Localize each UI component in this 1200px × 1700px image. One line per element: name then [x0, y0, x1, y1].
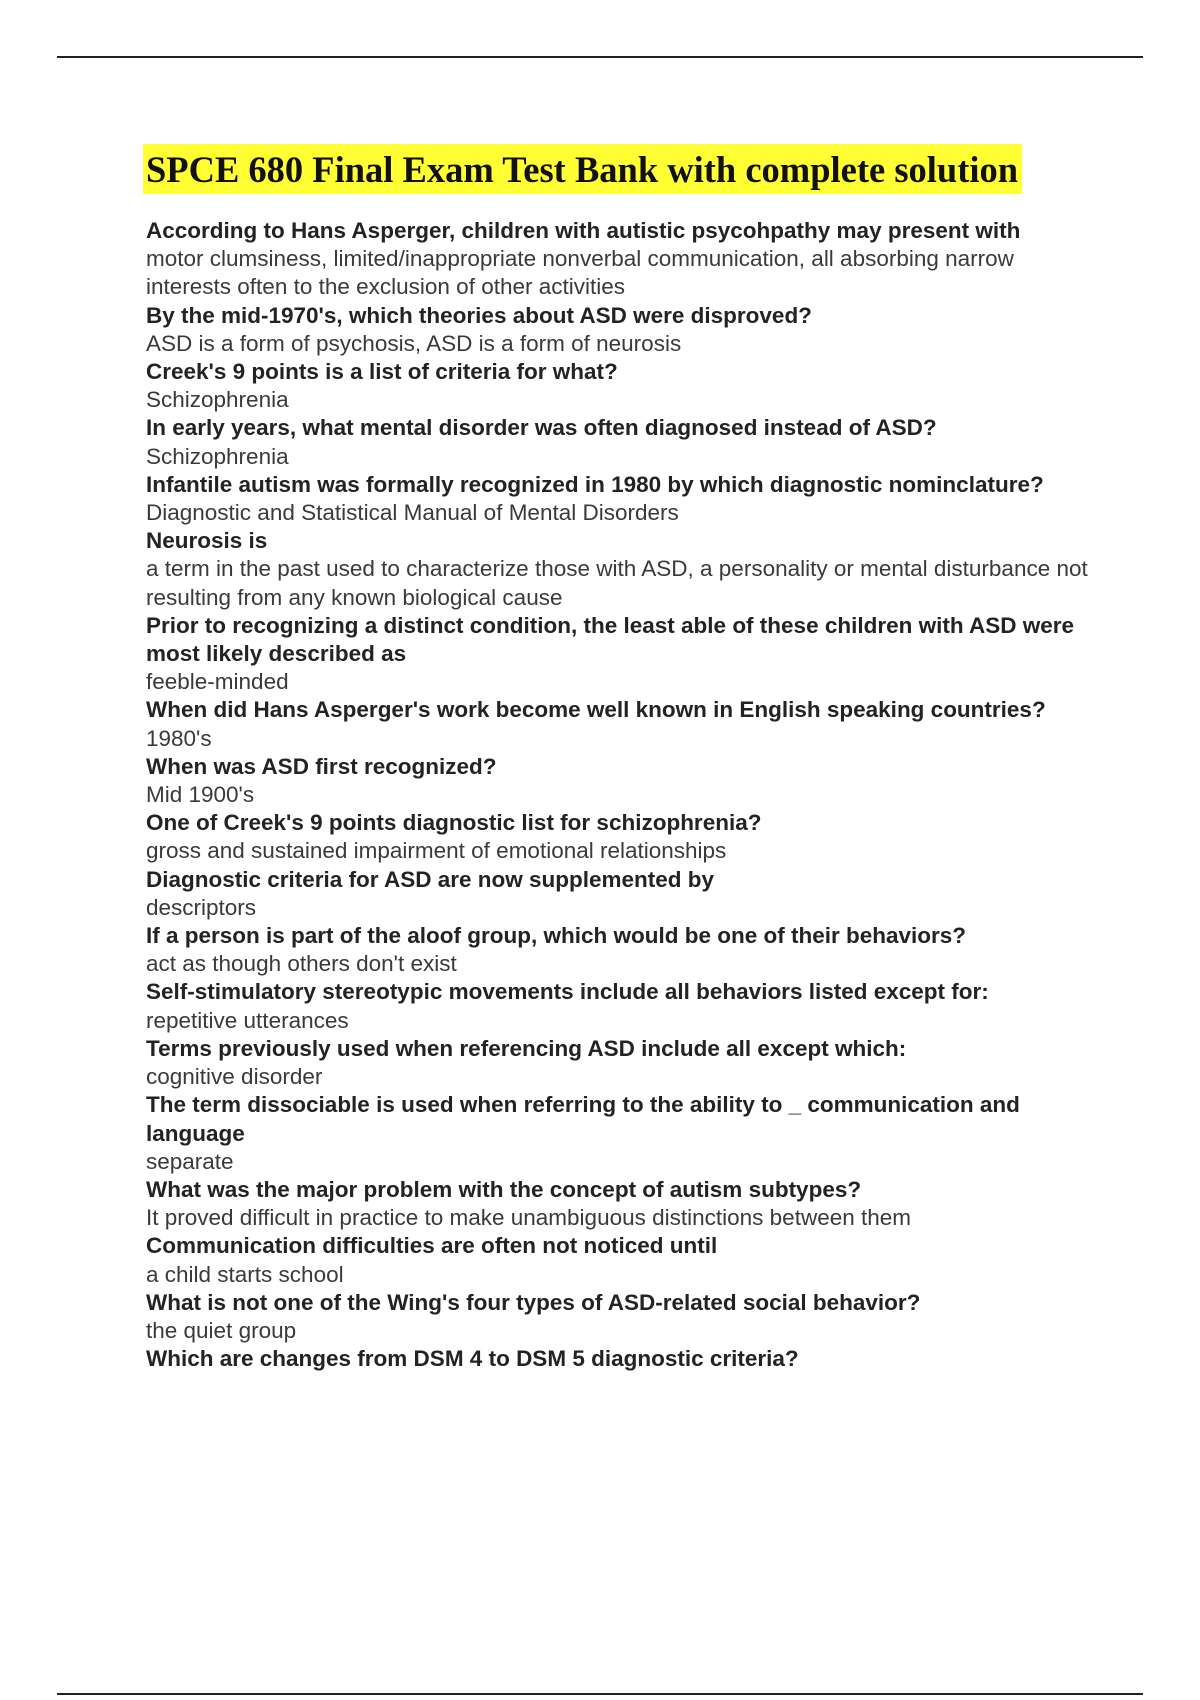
question-text: If a person is part of the aloof group, which would be one of their behaviors?	[146, 923, 967, 949]
answer-text: motor clumsiness, limited/inappropriate nonverbal communication, all absorbing narrow interests often to the exclusion of other activities	[146, 246, 1014, 300]
qa-item	[146, 414, 1096, 470]
answer-text: feeble-minded	[146, 669, 289, 695]
qa-item	[146, 527, 1096, 612]
question-text: Self-stimulatory stereotypic movements include all behaviors listed except for:	[146, 979, 989, 1005]
question-text: When did Hans Asperger's work become well known in English speaking countries?	[146, 697, 1046, 723]
answer-text: Diagnostic and Statistical Manual of Mental Disorders	[146, 500, 679, 526]
answer-text: ASD is a form of psychosis, ASD is a form of neurosis	[146, 330, 682, 356]
question-text: By the mid-1970's, which theories about ASD were disproved?	[146, 302, 812, 328]
answer-text: a child starts school	[146, 1261, 344, 1287]
question-text: The term dissociable is used when referring to the ability to _ communication and language	[146, 1092, 1020, 1146]
qa-item	[146, 1289, 1096, 1345]
question-text: When was ASD first recognized?	[146, 753, 497, 779]
qa-item	[146, 358, 1096, 414]
question-text: Creek's 9 points is a list of criteria for what?	[146, 359, 618, 385]
qa-item	[146, 612, 1096, 697]
answer-text: a term in the past used to characterize those with ASD, a personality or mental disturbance not resulting from any known biological cause	[146, 556, 1088, 610]
top-rule	[57, 56, 1143, 58]
qa-item	[146, 978, 1096, 1034]
answer-text: Mid 1900's	[146, 782, 255, 808]
question-text: Prior to recognizing a distinct condition, the least able of these children with ASD were most likely described as	[146, 612, 1075, 667]
question-text: In early years, what mental disorder was often diagnosed instead of ASD?	[146, 415, 937, 441]
bottom-rule	[57, 1693, 1143, 1695]
page-title: SPCE 680 Final Exam Test Bank with complete solution	[143, 144, 1022, 194]
question-text: Infantile autism was formally recognized in 1980 by which diagnostic nominclature?	[146, 471, 1044, 497]
qa-item	[146, 217, 1096, 302]
answer-text: descriptors	[146, 894, 257, 920]
question-text: Terms previously used when referencing ASD include all except which:	[146, 1035, 907, 1061]
qa-item	[146, 1176, 1096, 1232]
answer-text: cognitive disorder	[146, 1064, 323, 1090]
title-block	[143, 144, 1022, 194]
qa-item	[146, 753, 1096, 809]
answer-text: gross and sustained impairment of emotional relationships	[146, 838, 727, 864]
qa-item	[146, 696, 1096, 752]
answer-text: the quiet group	[146, 1317, 297, 1343]
qa-item	[146, 809, 1096, 865]
question-text: Diagnostic criteria for ASD are now supplemented by	[146, 866, 715, 892]
qa-item	[146, 922, 1096, 978]
answer-text: separate	[146, 1148, 234, 1174]
qa-item	[146, 471, 1096, 527]
question-text: Communication difficulties are often not noticed until	[146, 1233, 718, 1259]
qa-item	[146, 1035, 1096, 1091]
answer-text: 1980's	[146, 725, 212, 751]
question-text: One of Creek's 9 points diagnostic list for schizophrenia?	[146, 810, 762, 836]
question-answer-list	[146, 217, 1096, 1373]
qa-item	[146, 866, 1096, 922]
answer-text: repetitive utterances	[146, 1007, 349, 1033]
answer-text: It proved difficult in practice to make unambiguous distinctions between them	[146, 1205, 911, 1231]
question-text: Neurosis is	[146, 528, 268, 554]
qa-item	[146, 1091, 1096, 1176]
answer-text: Schizophrenia	[146, 387, 289, 413]
answer-text: act as though others don't exist	[146, 951, 457, 977]
qa-item	[146, 1232, 1096, 1288]
qa-item	[146, 1345, 1096, 1373]
question-text: What is not one of the Wing's four types of ASD-related social behavior?	[146, 1289, 921, 1315]
qa-item	[146, 302, 1096, 358]
question-text: According to Hans Asperger, children with autistic psycohpathy may present with	[146, 218, 1021, 243]
answer-text: Schizophrenia	[146, 443, 289, 469]
question-text: What was the major problem with the concept of autism subtypes?	[146, 1176, 862, 1202]
question-text: Which are changes from DSM 4 to DSM 5 diagnostic criteria?	[146, 1346, 799, 1372]
